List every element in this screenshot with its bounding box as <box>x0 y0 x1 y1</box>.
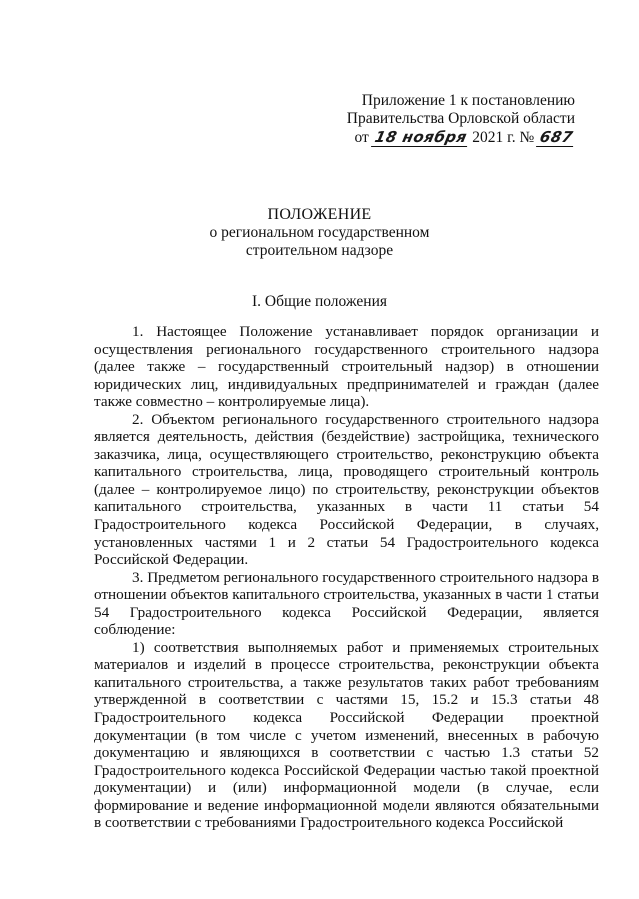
title-main: ПОЛОЖЕНИЕ <box>267 206 372 223</box>
paragraph: 2. Объектом регионального государственного строительного надзора является деятельность, действия (бездействие) застройщика, технического заказчика, лица, осуществляющего строительство, реконструкцию объекта капитального строительства, лица, проводящего строительный контроль (далее – контролируемое лицо) по строительству, реконструкции объектов капитального строительства, указанных в части 11 статьи 54 Градостроительного кодекса Российской Федерации, в случаях, установленных частями 1 и 2 статьи 54 Градостроительного кодекса Российской Федерации. <box>94 410 599 569</box>
handwritten-number: 687 <box>536 128 577 147</box>
appendix-line-2: Правительства Орловской области <box>346 110 575 127</box>
title-sub-2: строительном надзоре <box>245 242 394 259</box>
appendix-line-1: Приложение 1 к постановлению <box>361 92 575 109</box>
title-sub-1: о региональном государственном <box>209 224 430 241</box>
paragraph: 1. Настоящее Положение устанавливает порядок организации и осуществления регионального государственного строительного надзора (далее также – государственный строительный надзор) в отношении юридических лиц, индивидуальных предпринимателей и граждан (далее также совместно – контролируемые лица). <box>94 323 599 411</box>
appendix-date-line <box>330 128 575 147</box>
section-heading: I. Общие положения <box>251 293 388 310</box>
document-title <box>0 206 639 260</box>
handwritten-date: 18 ноября <box>371 128 471 147</box>
paragraph: 3. Предметом регионального государственного строительного надзора в отношении объектов капитального строительства, указанных в части 1 статьи 54 Градостроительного кодекса Российской Федерации, является соблюдение: <box>94 568 599 639</box>
appendix-header <box>330 92 575 147</box>
from-label: от <box>354 129 369 146</box>
paragraph: 1) соответствия выполняемых работ и применяемых строительных материалов и изделий в процессе строительства, реконструкции объекта капитального строительства, а также результатов таких работ требованиям утвержденной в соответствии с частями 15, 15.2 и 15.3 статьи 48 Градостроительного кодекса Российской Федерации проектной документации (в том числе с учетом изменений, внесенных в рабочую документацию и являющихся в соответствии с частью 1.3 статьи 52 Градостроительного кодекса Российской Федерации частью такой проектной документации) и (или) информационной модели (в случае, если формирование и ведение информационной модели являются обязательными в соответствии с требованиями Градостроительного кодекса Российской <box>94 638 599 832</box>
year-number-label: 2021 г. № <box>472 129 535 146</box>
document-body <box>94 323 599 832</box>
